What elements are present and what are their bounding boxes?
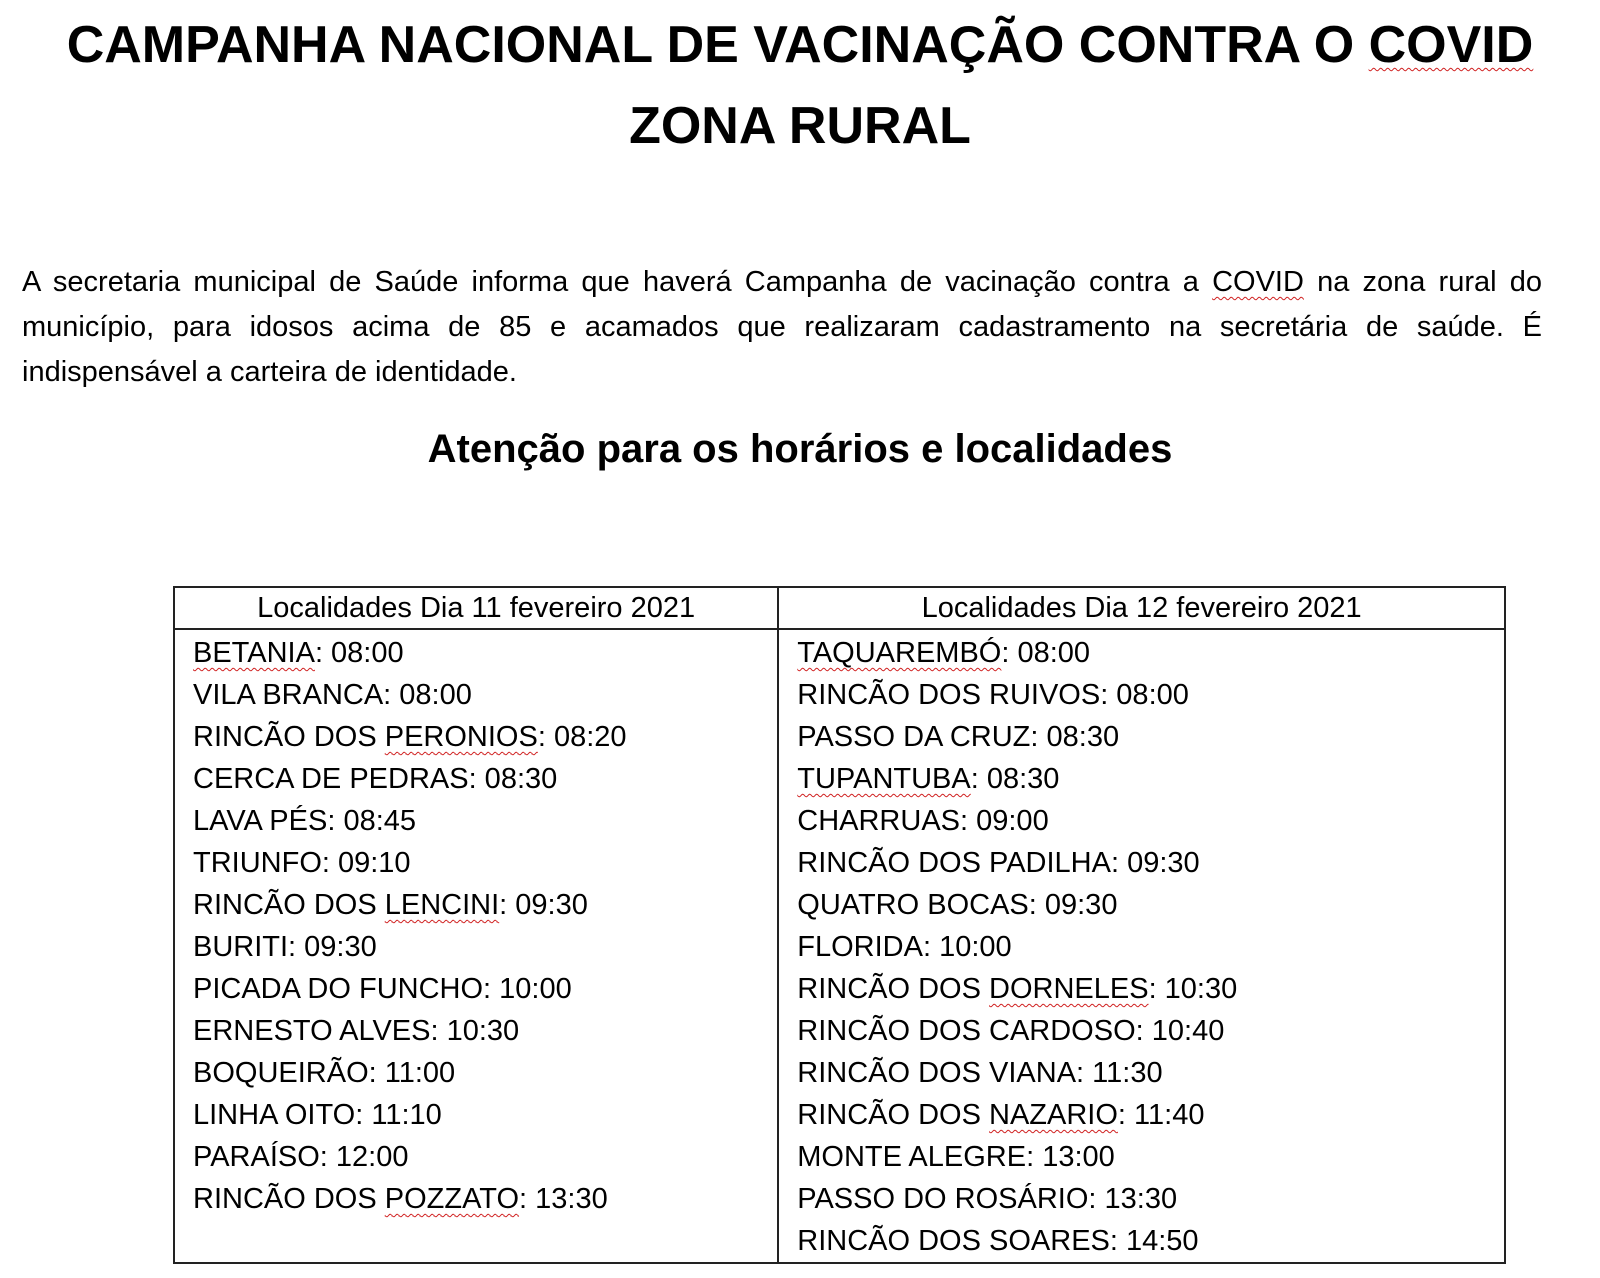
entry-text: QUATRO BOCAS: 09:30: [797, 889, 1118, 921]
entry-text: PASSO DA CRUZ: 08:30: [797, 721, 1120, 753]
entry-text: ERNESTO ALVES: 10:30: [193, 1015, 520, 1047]
flagged-word: DORNELES: [989, 973, 1149, 1005]
list-item: [797, 1136, 1504, 1178]
list-item: [797, 758, 1504, 800]
entry-text: : 08:20: [537, 721, 627, 753]
list-item: [193, 1178, 777, 1220]
entry-text: : 08:00: [314, 637, 404, 669]
list-item: [797, 674, 1504, 716]
list-item: [193, 800, 777, 842]
flagged-word: POZZATO: [384, 1183, 520, 1215]
intro-paragraph: [22, 260, 1542, 395]
entry-text: RINCÃO DOS: [193, 721, 385, 753]
list-item: [193, 884, 777, 926]
entry-text: RINCÃO DOS RUIVOS: 08:00: [797, 679, 1189, 711]
intro-text-2: na zona rural do município, para idosos acima de 85 e acamados que realizaram cadastramento na secretária de saúde. É indispensável a carteira de identidade.: [22, 266, 1542, 388]
entry-text: PARAÍSO: 12:00: [193, 1141, 409, 1173]
column-day-12: [778, 629, 1505, 1263]
list-item: [193, 674, 777, 716]
list-item: [193, 1010, 777, 1052]
column-day-11: [174, 629, 778, 1263]
entry-text: MONTE ALEGRE: 13:00: [797, 1141, 1115, 1173]
section-subtitle: Atenção para os horários e localidades: [427, 427, 1173, 471]
title-flagged-word: COVID: [1368, 16, 1534, 74]
intro-text-1: A secretaria municipal de Saúde informa que haverá Campanha de vacinação contra a: [22, 266, 1213, 298]
flagged-word: TUPANTUBA: [797, 763, 971, 795]
table-header-row: [174, 587, 1505, 629]
list-item: [797, 1220, 1504, 1262]
list-item: [193, 1136, 777, 1178]
flagged-word: NAZARIO: [989, 1099, 1118, 1131]
list-item: [797, 800, 1504, 842]
list-item: [797, 884, 1504, 926]
table-body-row: [174, 629, 1505, 1263]
flagged-word: TAQUAREMBÓ: [797, 637, 1002, 669]
list-item: [193, 1094, 777, 1136]
list-item: [193, 758, 777, 800]
list-item: [797, 1010, 1504, 1052]
entry-text: CHARRUAS: 09:00: [797, 805, 1049, 837]
entry-text: RINCÃO DOS: [797, 973, 990, 1005]
title-text: CAMPANHA NACIONAL DE VACINAÇÃO CONTRA O: [66, 16, 1369, 74]
entry-text: RINCÃO DOS PADILHA: 09:30: [797, 847, 1200, 879]
list-item: [193, 632, 777, 674]
document-title-line-2: ZONA RURAL: [629, 97, 971, 155]
entry-text: VILA BRANCA: 08:00: [193, 679, 472, 711]
entry-text: BOQUEIRÃO: 11:00: [193, 1057, 456, 1089]
list-item: [797, 716, 1504, 758]
flagged-word: BETANIA: [193, 637, 315, 669]
entry-text: CERCA DE PEDRAS: 08:30: [193, 763, 558, 795]
entry-text: RINCÃO DOS VIANA: 11:30: [797, 1057, 1163, 1089]
list-item: [797, 1052, 1504, 1094]
entry-text: RINCÃO DOS: [193, 1183, 385, 1215]
entry-text: : 11:40: [1117, 1099, 1205, 1131]
list-item: [797, 926, 1504, 968]
flagged-word: PERONIOS: [384, 721, 538, 753]
list-item: [193, 1052, 777, 1094]
header-day-12: Localidades Dia 12 fevereiro 2021: [778, 587, 1505, 629]
entry-text: : 13:30: [519, 1183, 608, 1215]
entry-text: : 10:30: [1148, 973, 1238, 1005]
entry-text: : 08:30: [970, 763, 1060, 795]
list-item: [193, 926, 777, 968]
schedule-table: [173, 586, 1506, 1264]
entry-text: TRIUNFO: 09:10: [193, 847, 411, 879]
entry-text: LAVA PÉS: 08:45: [193, 805, 417, 837]
list-item: [797, 1094, 1504, 1136]
entry-text: LINHA OITO: 11:10: [193, 1099, 442, 1131]
list-item: [797, 1178, 1504, 1220]
document-title-line-1: [0, 15, 1600, 75]
entry-text: : 09:30: [499, 889, 588, 921]
entry-text: BURITI: 09:30: [193, 931, 377, 963]
entry-text: FLORIDA: 10:00: [797, 931, 1012, 963]
list-item: [797, 842, 1504, 884]
entry-text: RINCÃO DOS: [193, 889, 385, 921]
list-item: [193, 716, 777, 758]
entry-text: RINCÃO DOS: [797, 1099, 990, 1131]
entry-text: PICADA DO FUNCHO: 10:00: [193, 973, 572, 1005]
header-day-11: Localidades Dia 11 fevereiro 2021: [174, 587, 778, 629]
entry-text: PASSO DO ROSÁRIO: 13:30: [797, 1183, 1178, 1215]
list-item: [193, 968, 777, 1010]
flagged-word: LENCINI: [384, 889, 500, 921]
list-item: [797, 632, 1504, 674]
entry-text: RINCÃO DOS CARDOSO: 10:40: [797, 1015, 1225, 1047]
entry-text: RINCÃO DOS SOARES: 14:50: [797, 1225, 1199, 1257]
list-item: [797, 968, 1504, 1010]
list-item: [193, 842, 777, 884]
intro-flagged-word: COVID: [1212, 266, 1304, 298]
entry-text: : 08:00: [1001, 637, 1091, 669]
